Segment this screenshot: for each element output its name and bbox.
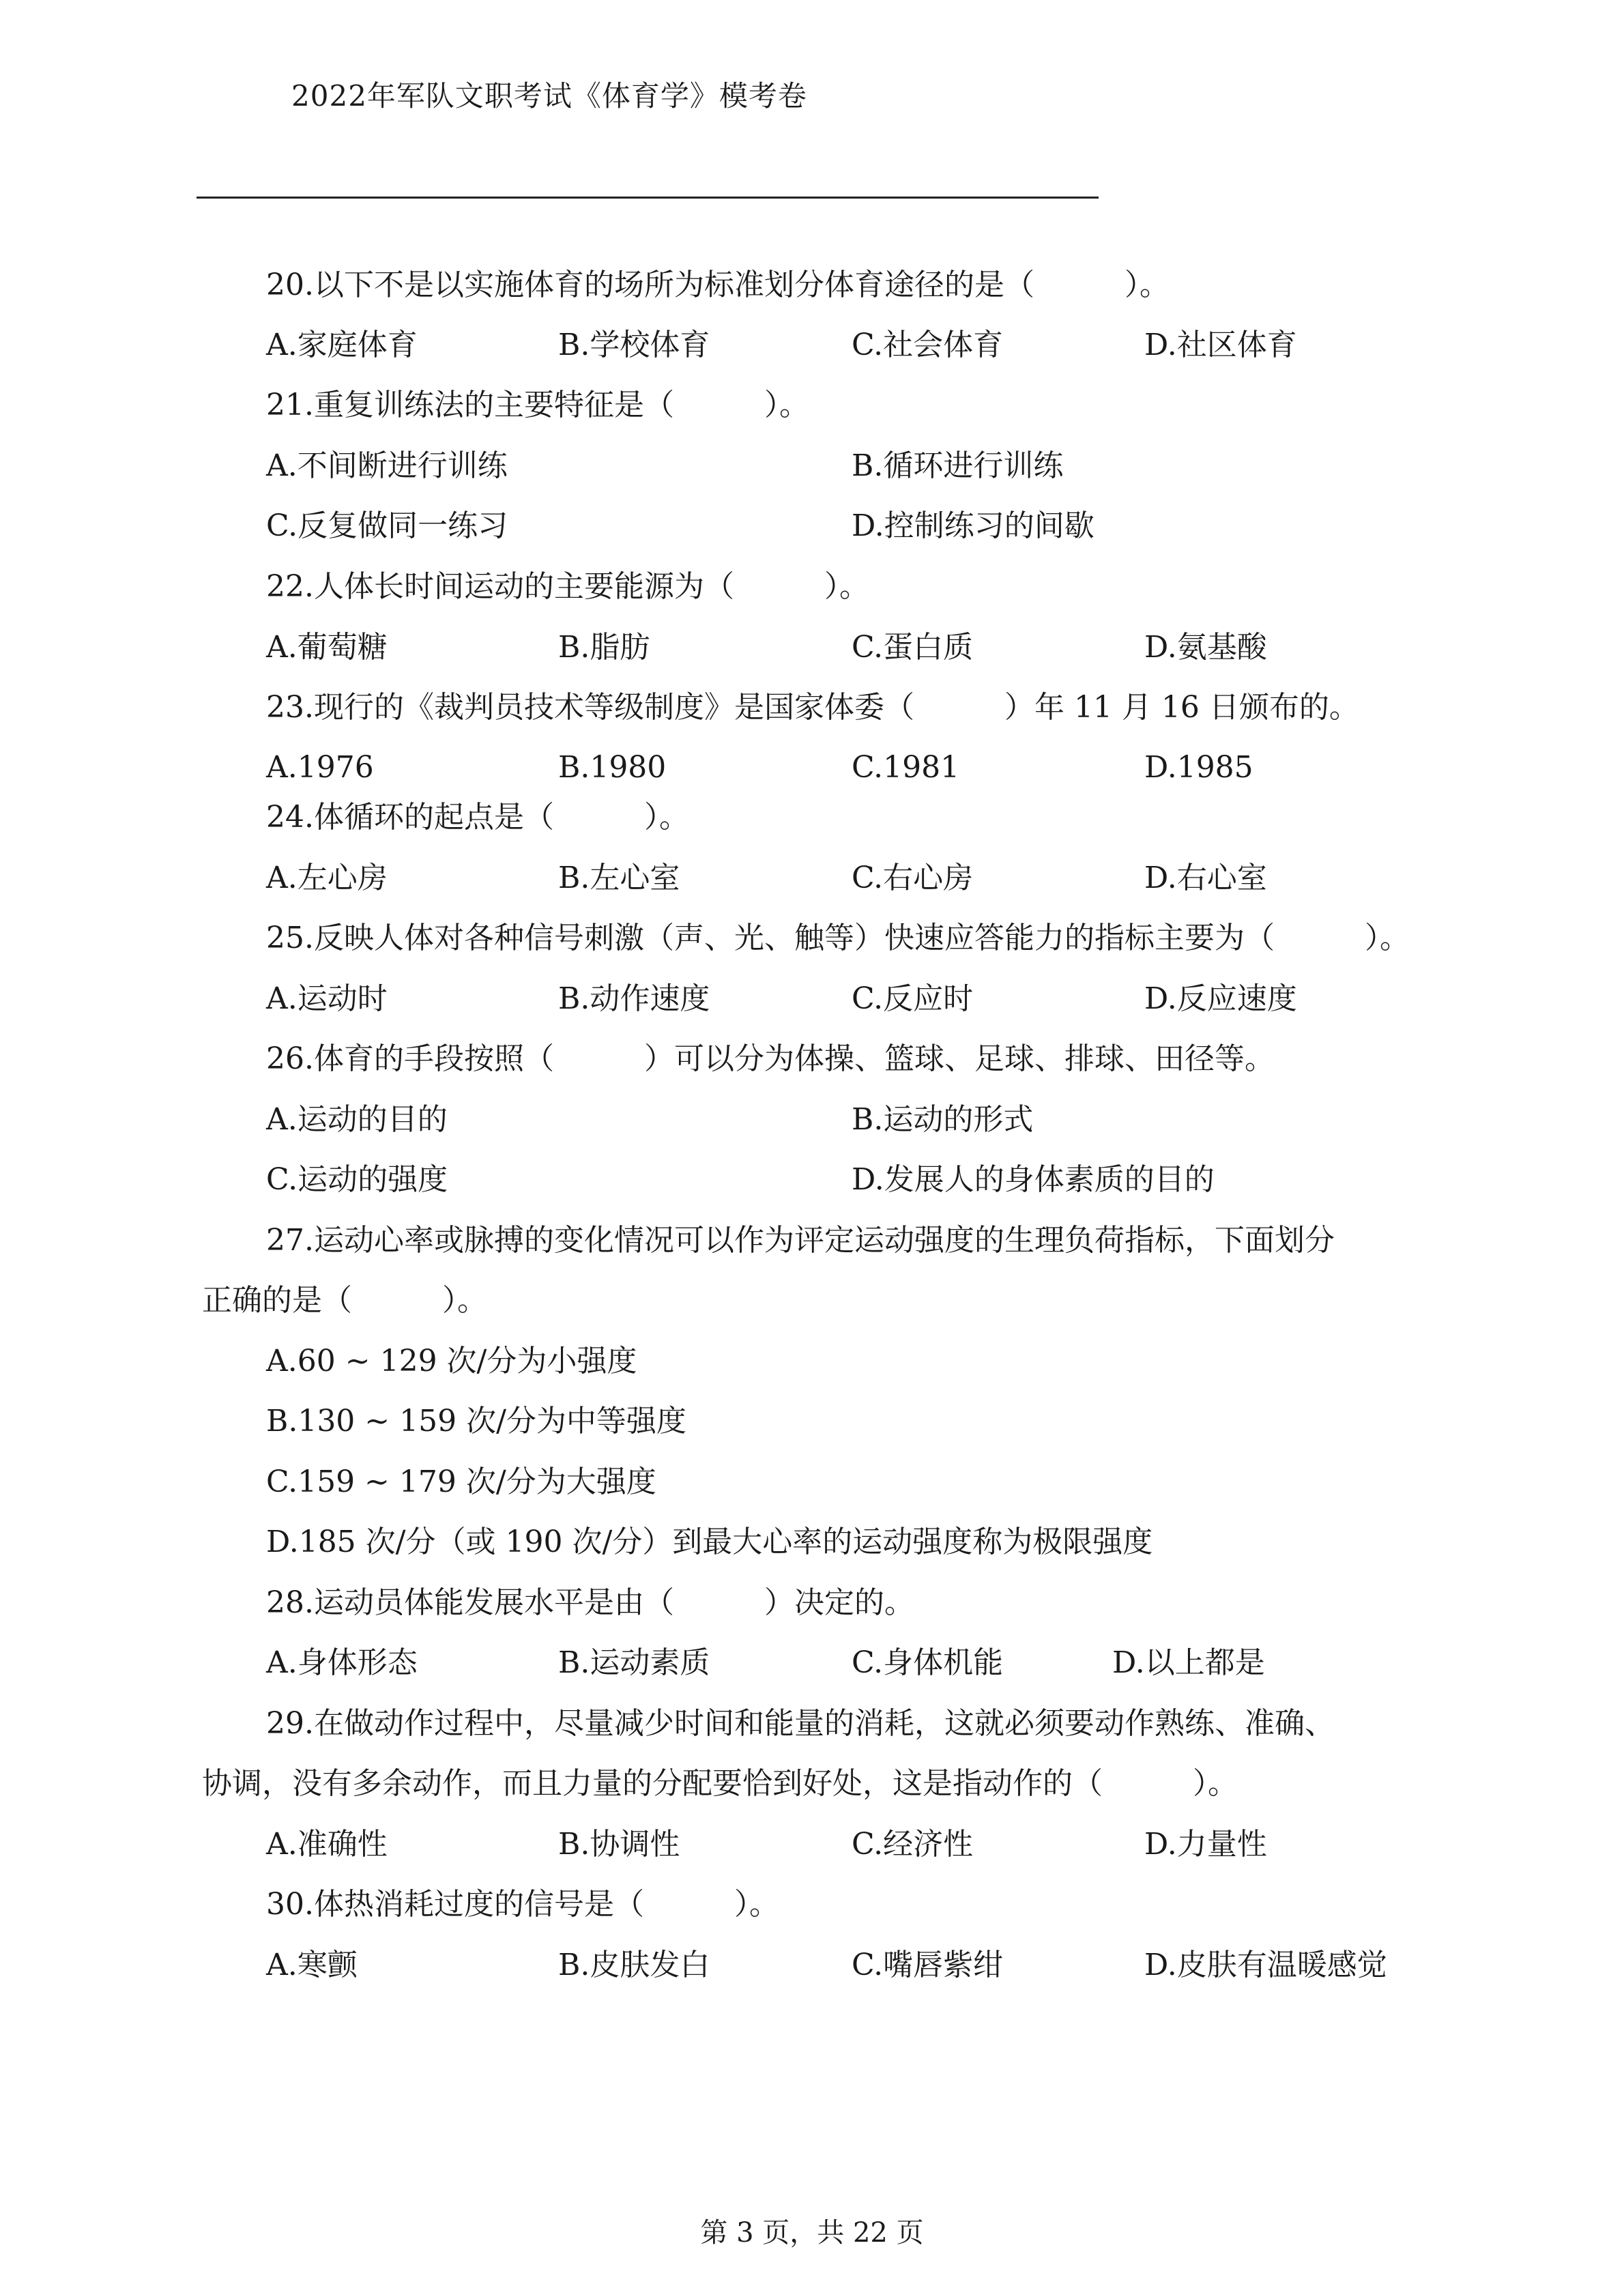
question-22-option-c: C.蛋白质 — [852, 630, 974, 665]
question-21-option-b: B.循环进行训练 — [852, 448, 1064, 483]
question-21-option-a: A.不间断进行训练 — [266, 448, 508, 483]
question-27-option-a: A.60 ~ 129 次/分为小强度 — [266, 1344, 637, 1378]
question-25-option-b: B.动作速度 — [558, 981, 710, 1016]
question-22-stem: 22.人体长时间运动的主要能源为（ ）。 — [266, 569, 869, 604]
question-27-option-c: C.159 ~ 179 次/分为大强度 — [266, 1464, 656, 1499]
question-30-option-d: D.皮肤有温暖感觉 — [1144, 1948, 1387, 1982]
question-28-option-c: C.身体机能 — [852, 1645, 1004, 1680]
question-26-option-d: D.发展人的身体素质的目的 — [852, 1162, 1215, 1197]
question-29-option-b: B.协调性 — [558, 1827, 680, 1862]
question-26-option-b: B.运动的形式 — [852, 1102, 1034, 1137]
question-29-option-a: A.准确性 — [266, 1827, 388, 1862]
question-25-option-d: D.反应速度 — [1144, 981, 1297, 1016]
question-24-option-c: C.右心房 — [852, 861, 974, 895]
question-29-option-d: D.力量性 — [1144, 1827, 1267, 1862]
question-28-option-b: B.运动素质 — [558, 1645, 710, 1680]
question-26-stem: 26.体育的手段按照（ ）可以分为体操、篮球、足球、排球、田径等。 — [266, 1041, 1275, 1076]
question-20-stem: 20.以下不是以实施体育的场所为标准划分体育途径的是（ ）。 — [266, 268, 1170, 302]
question-23-option-a: A.1976 — [266, 750, 374, 785]
question-23-option-b: B.1980 — [558, 750, 667, 785]
question-24-option-d: D.右心室 — [1144, 861, 1267, 895]
question-22-option-d: D.氨基酸 — [1144, 630, 1267, 665]
question-27-stem-continued: 正确的是（ ）。 — [202, 1283, 487, 1318]
question-20-option-c: C.社会体育 — [852, 328, 1004, 362]
question-20-option-a: A.家庭体育 — [266, 328, 418, 362]
question-26-option-a: A.运动的目的 — [266, 1102, 448, 1137]
question-30-option-a: A.寒颤 — [266, 1948, 358, 1982]
question-28-stem: 28.运动员体能发展水平是由（ ）决定的。 — [266, 1585, 914, 1620]
question-23-option-d: D.1985 — [1144, 750, 1253, 785]
question-29-stem-continued: 协调，没有多余动作，而且力量的分配要恰到好处，这是指动作的（ ）。 — [202, 1766, 1238, 1801]
question-29-option-c: C.经济性 — [852, 1827, 974, 1862]
question-24-option-b: B.左心室 — [558, 861, 680, 895]
page-footer: 第 3 页，共 22 页 — [700, 2217, 924, 2249]
page-header: 2022年军队文职考试《体育学》模考卷 — [291, 79, 807, 113]
question-21-option-c: C.反复做同一练习 — [266, 508, 508, 543]
question-28-option-a: A.身体形态 — [266, 1645, 418, 1680]
question-25-option-a: A.运动时 — [266, 981, 388, 1016]
question-25-stem: 25.反映人体对各种信号刺激（声、光、触等）快速应答能力的指标主要为（ ）。 — [266, 921, 1410, 955]
question-23-stem: 23.现行的《裁判员技术等级制度》是国家体委（ ）年 11 月 16 日颁布的。 — [266, 690, 1359, 725]
question-23-option-c: C.1981 — [852, 750, 960, 785]
question-21-option-d: D.控制练习的间歇 — [852, 508, 1094, 543]
question-27-option-b: B.130 ~ 159 次/分为中等强度 — [266, 1404, 686, 1439]
question-20-option-d: D.社区体育 — [1144, 328, 1297, 362]
question-27-option-d: D.185 次/分（或 190 次/分）到最大心率的运动强度称为极限强度 — [266, 1525, 1153, 1559]
question-26-option-c: C.运动的强度 — [266, 1162, 448, 1197]
question-22-option-a: A.葡萄糖 — [266, 630, 388, 665]
question-21-stem: 21.重复训练法的主要特征是（ ）。 — [266, 388, 809, 422]
question-22-option-b: B.脂肪 — [558, 630, 650, 665]
question-30-option-b: B.皮肤发白 — [558, 1948, 710, 1982]
question-29-stem: 29.在做动作过程中，尽量减少时间和能量的消耗，这就必须要动作熟练、准确、 — [266, 1706, 1335, 1741]
question-20-option-b: B.学校体育 — [558, 328, 710, 362]
question-24-stem: 24.体循环的起点是（ ）。 — [266, 800, 689, 835]
question-25-option-c: C.反应时 — [852, 981, 974, 1016]
question-28-option-d: D.以上都是 — [1112, 1645, 1265, 1680]
question-27-stem: 27.运动心率或脉搏的变化情况可以作为评定运动强度的生理负荷指标，下面划分 — [266, 1223, 1335, 1258]
question-30-stem: 30.体热消耗过度的信号是（ ）。 — [266, 1887, 779, 1922]
question-24-option-a: A.左心房 — [266, 861, 388, 895]
header-divider — [197, 197, 1099, 199]
question-30-option-c: C.嘴唇紫绀 — [852, 1948, 1004, 1982]
